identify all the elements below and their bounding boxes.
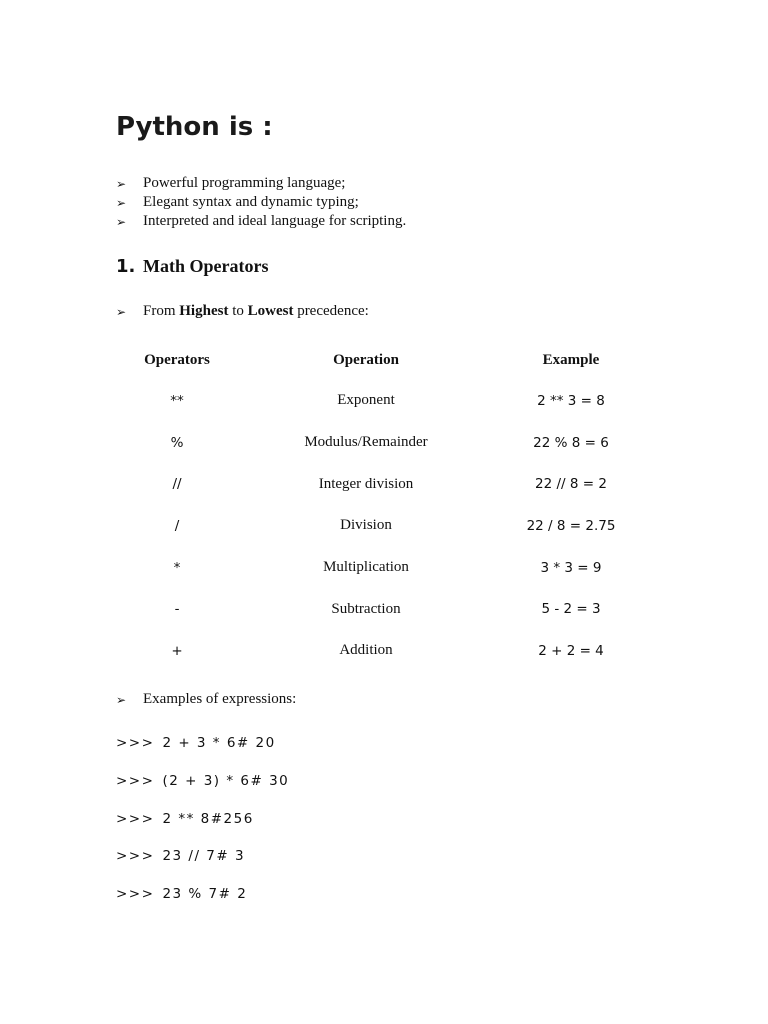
table-row xyxy=(116,380,648,422)
list-item xyxy=(116,174,406,193)
section-heading xyxy=(116,256,268,277)
operator-cell: / xyxy=(174,517,180,534)
table-row xyxy=(116,422,648,464)
examples-label-text: Examples of expressions: xyxy=(143,691,297,707)
expression-text: 2 + 3 * 6# 20 xyxy=(162,735,276,751)
table-header-row xyxy=(116,340,648,380)
table-row xyxy=(116,505,648,547)
operator-cell: % xyxy=(170,434,184,451)
precedence-note xyxy=(116,302,369,321)
expression-text: 23 % 7# 2 xyxy=(162,886,248,903)
operators-table xyxy=(116,340,648,672)
list-item xyxy=(116,848,289,886)
prompt-symbol: >>> xyxy=(116,886,155,903)
arrow-bullet-icon: ➢ xyxy=(116,214,127,229)
expression-text: 2 ** 8#256 xyxy=(162,810,254,827)
example-cell: 22 // 8 = 2 xyxy=(535,476,607,493)
header-example: Example xyxy=(542,351,600,368)
operation-cell: Addition xyxy=(339,642,393,659)
list-item xyxy=(116,773,289,811)
list-item xyxy=(116,212,406,231)
list-item xyxy=(116,735,289,773)
precedence-mid: to xyxy=(228,303,248,319)
example-cell: 22 / 8 = 2.75 xyxy=(526,517,616,534)
section-title: Math Operators xyxy=(143,256,269,276)
expression-text: (2 + 3) * 6# 30 xyxy=(162,772,290,789)
operation-cell: Modulus/Remainder xyxy=(304,434,428,451)
header-operators: Operators xyxy=(144,351,210,368)
operator-cell: - xyxy=(174,601,180,618)
prompt-symbol: >>> xyxy=(116,848,155,865)
intro-bullet-list xyxy=(116,174,406,231)
table-row xyxy=(116,463,648,505)
operation-cell: Integer division xyxy=(318,475,414,492)
operator-cell: * xyxy=(173,559,181,576)
bullet-text: Elegant syntax and dynamic typing; xyxy=(143,194,359,210)
example-cell: 3 * 3 = 9 xyxy=(540,559,602,576)
page-title: Python is : xyxy=(116,112,273,142)
prompt-symbol: >>> xyxy=(116,810,155,827)
operator-cell: // xyxy=(172,476,182,493)
bullet-text: Interpreted and ideal language for scripting. xyxy=(143,213,407,229)
list-item xyxy=(116,811,289,849)
expression-list xyxy=(116,735,289,924)
operation-cell: Exponent xyxy=(337,392,395,409)
examples-label xyxy=(116,690,296,709)
operation-cell: Subtraction xyxy=(331,600,401,617)
precedence-text xyxy=(143,303,369,320)
prompt-symbol: >>> xyxy=(116,735,155,751)
arrow-bullet-icon: ➢ xyxy=(116,195,127,210)
table-row xyxy=(116,630,648,672)
section-number: 1. xyxy=(116,256,136,277)
arrow-bullet-icon: ➢ xyxy=(116,304,127,319)
precedence-lowest: Lowest xyxy=(247,303,294,319)
arrow-bullet-icon: ➢ xyxy=(116,692,127,707)
precedence-suffix: precedence: xyxy=(293,303,369,319)
example-cell: 2 ** 3 = 8 xyxy=(537,392,605,409)
prompt-symbol: >>> xyxy=(116,772,155,789)
example-cell: 2 + 2 = 4 xyxy=(538,642,604,659)
operator-cell: ** xyxy=(170,392,184,409)
header-operation: Operation xyxy=(333,351,399,368)
example-cell: 22 % 8 = 6 xyxy=(533,434,609,451)
table-row xyxy=(116,588,648,630)
list-item xyxy=(116,886,289,924)
table-row xyxy=(116,547,648,589)
bullet-text: Powerful programming language; xyxy=(143,175,346,191)
precedence-prefix: From xyxy=(143,303,180,319)
operation-cell: Division xyxy=(340,517,392,534)
arrow-bullet-icon: ➢ xyxy=(116,176,127,191)
precedence-highest: Highest xyxy=(179,303,229,319)
operation-cell: Multiplication xyxy=(323,559,409,576)
expression-text: 23 // 7# 3 xyxy=(162,848,246,865)
example-cell: 5 - 2 = 3 xyxy=(541,601,601,618)
operator-cell: + xyxy=(171,642,183,659)
list-item xyxy=(116,193,406,212)
